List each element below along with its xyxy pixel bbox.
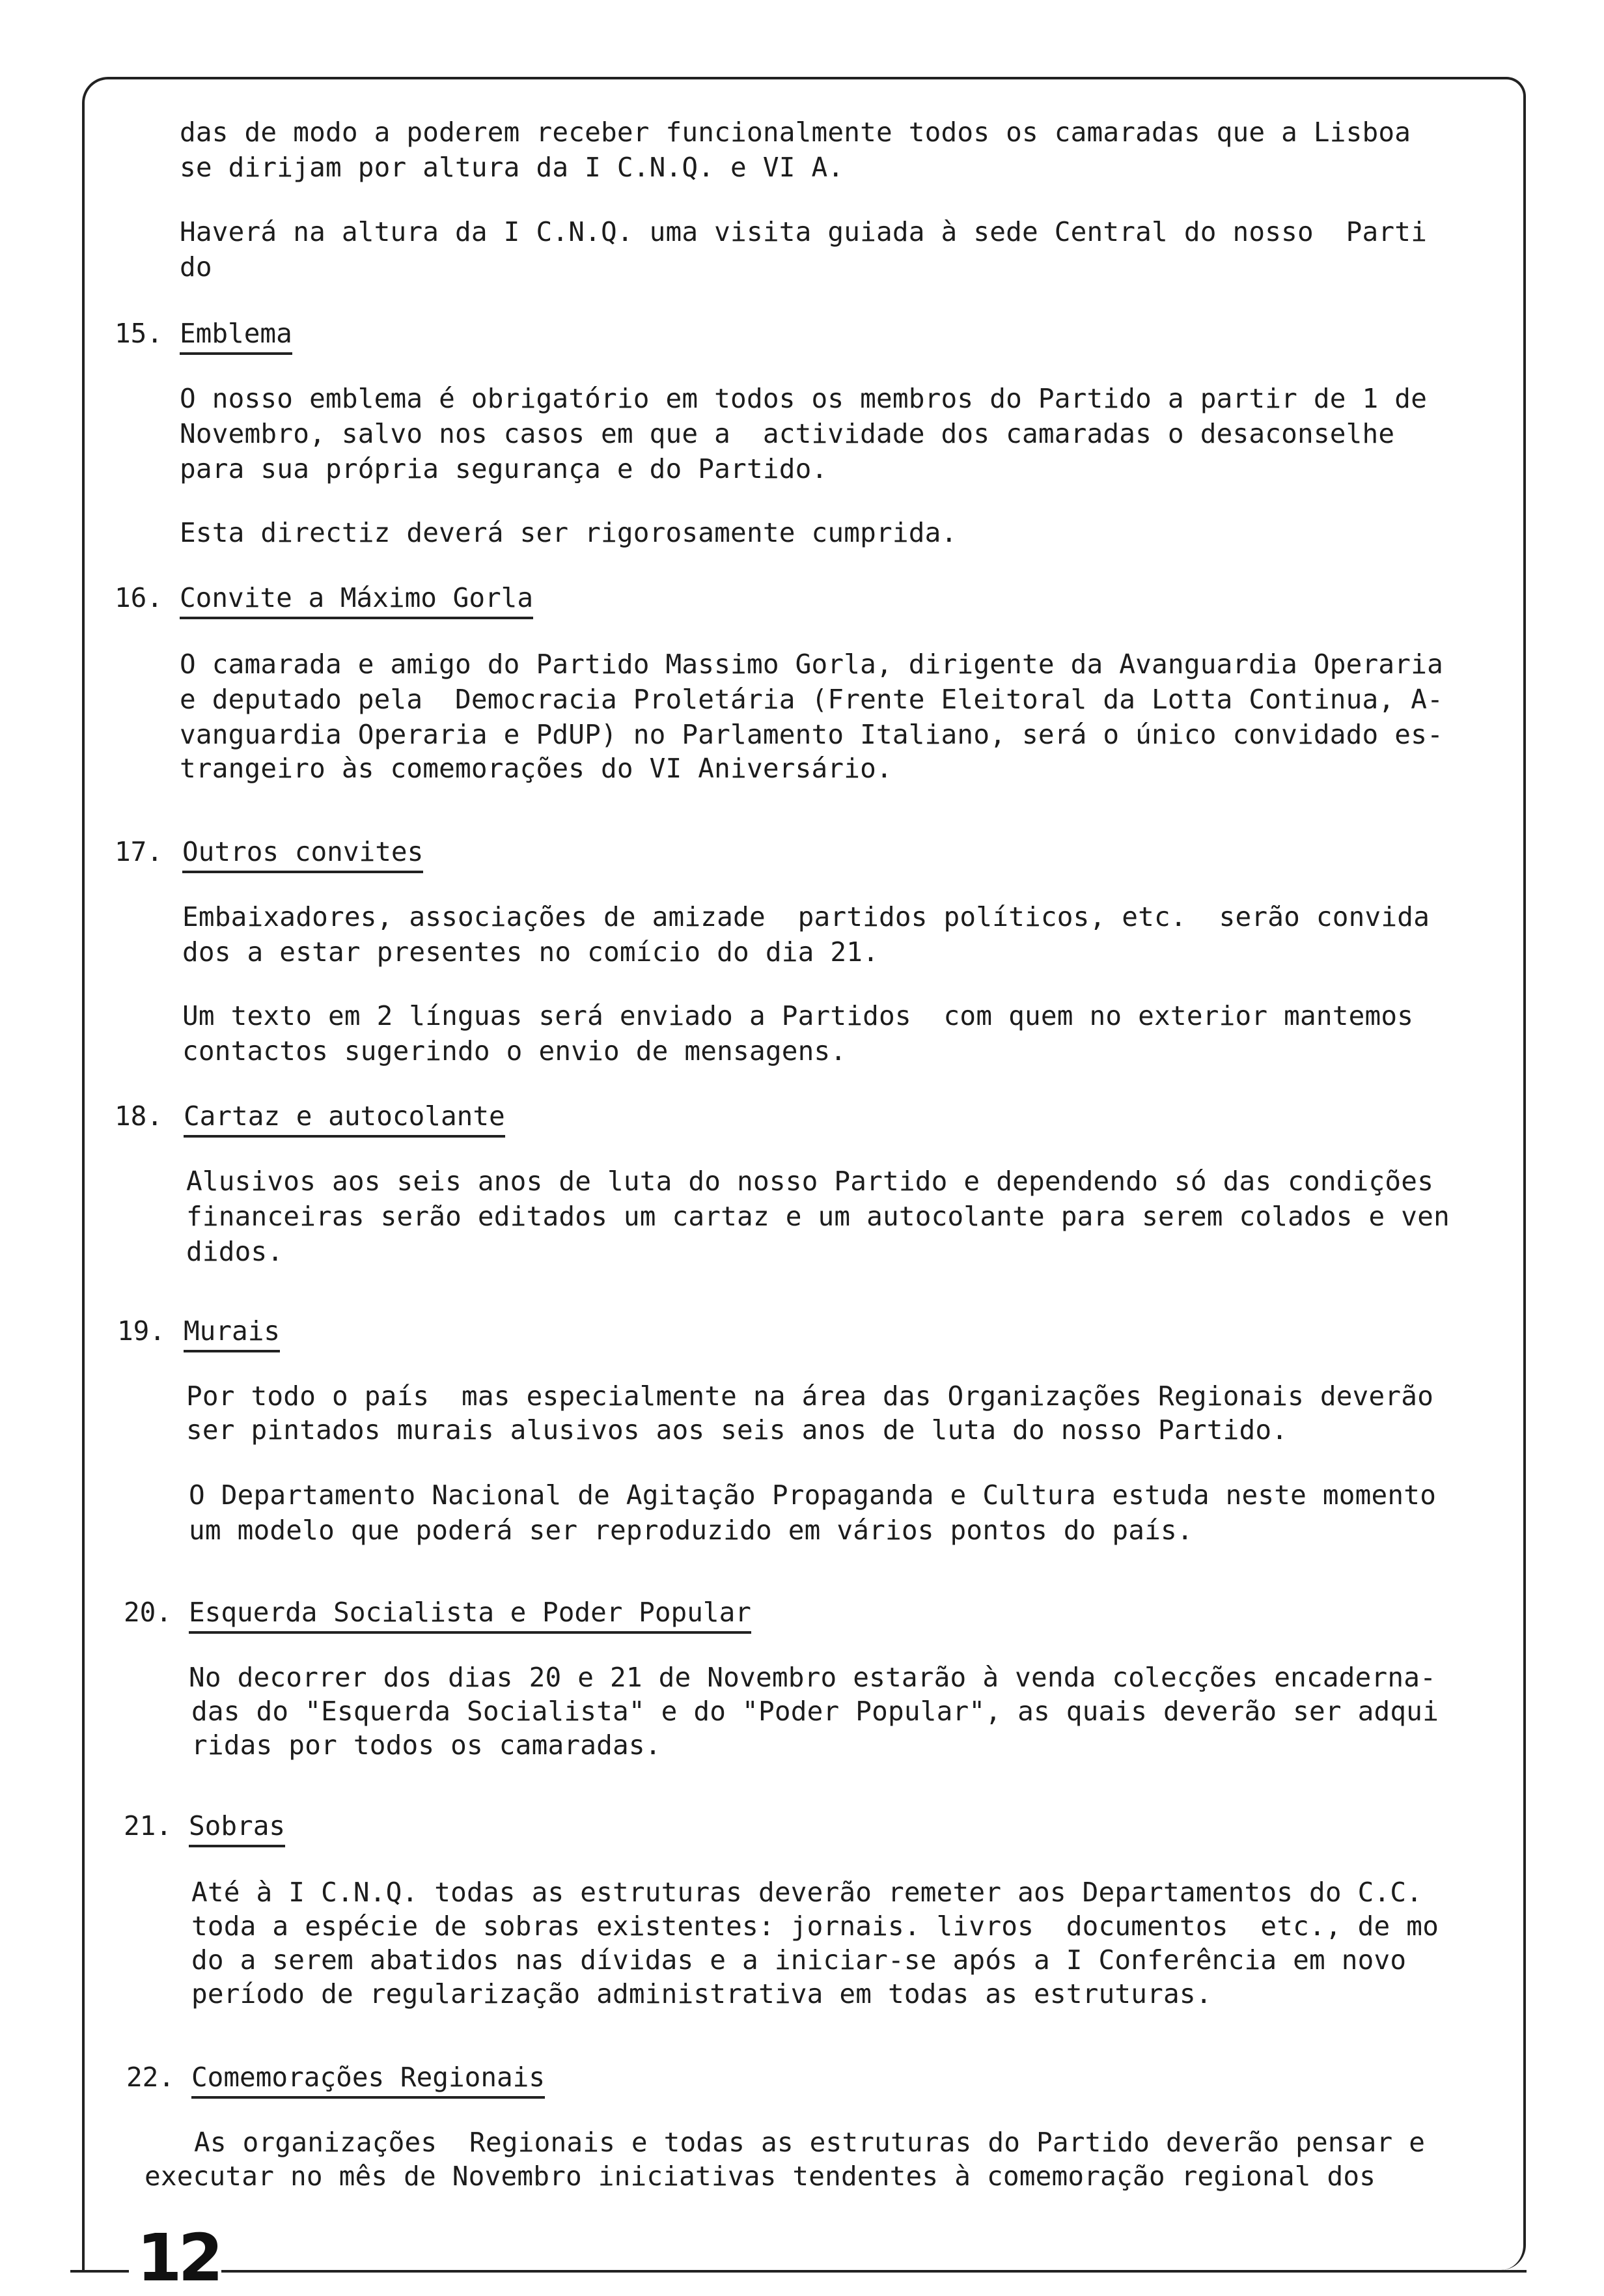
bottom-border-right	[221, 2270, 1527, 2273]
paragraph-line: vanguardia Operaria e PdUP) no Parlamento Italiano, será o único convidado es-	[180, 719, 1443, 750]
paragraph-line: Embaixadores, associações de amizade partidos políticos, etc. serão convida	[182, 901, 1430, 932]
paragraph-line: O nosso emblema é obrigatório em todos os membros do Partido a partir de 1 de	[180, 383, 1428, 414]
paragraph-line: Esta directiz deverá ser rigorosamente cumprida.	[180, 517, 958, 548]
paragraph-line: ridas por todos os camaradas.	[191, 1729, 661, 1761]
paragraph-line: das do "Esquerda Socialista" e do "Poder Popular", as quais deverão ser adqui	[191, 1696, 1439, 1727]
intro-line: do	[180, 251, 212, 283]
paragraph-line: O camarada e amigo do Partido Massimo Gorla, dirigente da Avanguardia Operaria	[180, 649, 1443, 680]
paragraph-line: do a serem abatidos nas dívidas e a iniciar-se após a I Conferência em novo	[191, 1944, 1407, 1976]
section-number: 21.	[124, 1810, 173, 1841]
intro-line: das de modo a poderem receber funcionalmente todos os camaradas que a Lisboa	[180, 117, 1411, 148]
paragraph-line: contactos sugerindo o envio de mensagens.	[182, 1035, 847, 1067]
paragraph-line: Alusivos aos seis anos de luta do nosso Partido e dependendo só das condições	[186, 1166, 1434, 1197]
paragraph-line: As organizações Regionais e todas as estruturas do Partido deverão pensar e	[194, 2127, 1426, 2158]
section-number: 18.	[115, 1100, 163, 1132]
section-number: 16.	[115, 582, 163, 613]
section-number: 17.	[115, 836, 163, 867]
paragraph-line: para sua própria segurança e do Partido.	[180, 453, 828, 484]
section-number: 20.	[124, 1597, 173, 1628]
page-number: 12	[137, 2220, 220, 2296]
paragraph-line: financeiras serão editados um cartaz e um autocolante para serem colados e ven	[186, 1201, 1450, 1232]
section-number: 22.	[126, 2062, 175, 2093]
bottom-border-left	[70, 2270, 129, 2273]
paragraph-line: um modelo que poderá ser reproduzido em vários pontos do país.	[189, 1515, 1193, 1546]
paragraph-line: toda a espécie de sobras existentes: jornais. livros documentos etc., de mo	[191, 1911, 1439, 1942]
paragraph-line: Novembro, salvo nos casos em que a actividade dos camaradas o desaconselhe	[180, 418, 1395, 449]
paragraph-line: Por todo o país mas especialmente na área das Organizações Regionais deverão	[186, 1380, 1434, 1412]
paragraph-line: O Departamento Nacional de Agitação Propaganda e Cultura estuda neste momento	[189, 1479, 1437, 1511]
intro-line: Haverá na altura da I C.N.Q. uma visita guiada à sede Central do nosso Parti	[180, 216, 1428, 247]
section-title: Cartaz e autocolante	[184, 1103, 505, 1138]
paragraph-line: didos.	[186, 1236, 284, 1267]
paragraph-line: Até à I C.N.Q. todas as estruturas deverão remeter aos Departamentos do C.C.	[191, 1877, 1423, 1908]
paragraph-line: Um texto em 2 línguas será enviado a Partidos com quem no exterior mantemos	[182, 1000, 1414, 1031]
section-title: Convite a Máximo Gorla	[180, 585, 533, 619]
paragraph-line: ser pintados murais alusivos aos seis anos de luta do nosso Partido.	[186, 1414, 1288, 1446]
section-number: 19.	[117, 1315, 166, 1347]
paragraph-line: No decorrer dos dias 20 e 21 de Novembro estarão à venda colecções encaderna-	[189, 1662, 1437, 1693]
section-title: Outros convites	[182, 839, 423, 873]
section-number: 15.	[115, 318, 163, 349]
section-title: Esquerda Socialista e Poder Popular	[189, 1599, 751, 1634]
paragraph-line: período de regularização administrativa em todas as estruturas.	[191, 1978, 1212, 2009]
paragraph-line: e deputado pela Democracia Proletária (Frente Eleitoral da Lotta Continua, A-	[180, 684, 1443, 715]
paragraph-line: dos a estar presentes no comício do dia 21.	[182, 936, 879, 968]
section-title: Comemorações Regionais	[191, 2064, 545, 2099]
intro-line: se dirijam por altura da I C.N.Q. e VI A.	[180, 152, 844, 183]
paragraph-line: executar no mês de Novembro iniciativas tendentes à comemoração regional dos	[145, 2161, 1376, 2192]
section-title: Emblema	[180, 320, 292, 355]
section-title: Murais	[184, 1318, 280, 1352]
paragraph-line: trangeiro às comemorações do VI Aniversário.	[180, 753, 892, 784]
section-title: Sobras	[189, 1813, 285, 1847]
